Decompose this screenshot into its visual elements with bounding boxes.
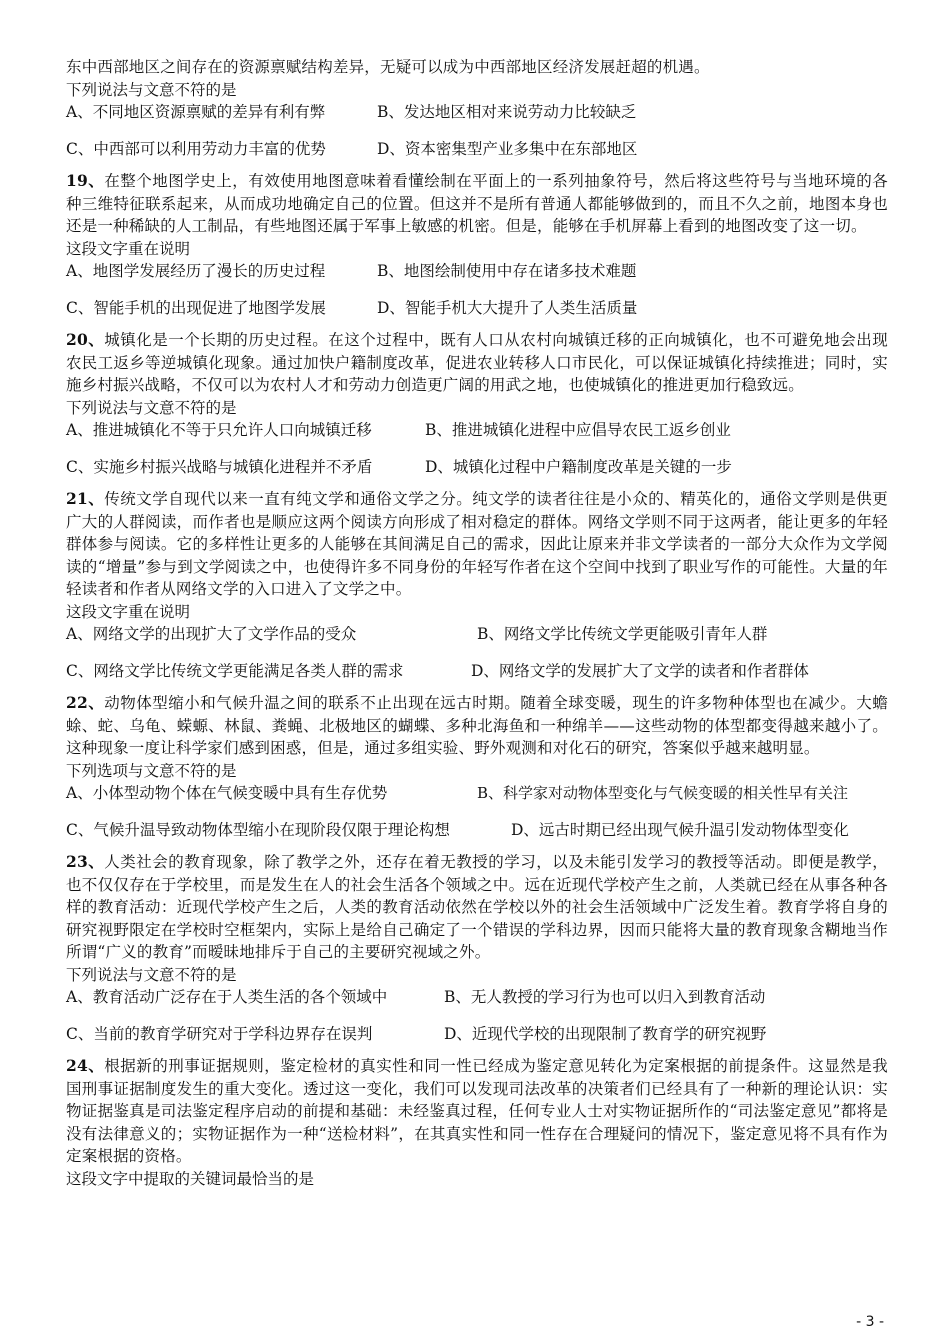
passage-body: 人类社会的教育现象，除了教学之外，还存在着无教授的学习，以及未能引发学习的教授等活动。即便是教学，也不仅仅存在于学校里，而是发生在人的社会生活各个领域之中。远在近现代学校产生之前，人类就已经在从事各种各样的教育活动：近现代学校产生之后，人类的教育活动依然在学校以外的社会生活领域中广泛发生着。教育学将自身的研究视野限定在学校时空框架内，实际上是给自己确定了一个错误的学科边界，因而只能将大量的教育现象含糊地当作所谓“广义的教育”而暧昧地排斥于自己的主要研究视域之外。 xyxy=(66,853,888,961)
option-d: D、智能手机大大提升了人类生活质量 xyxy=(377,298,638,317)
question-prompt: 下列说法与文意不符的是 xyxy=(66,398,237,417)
option-d: D、资本密集型产业多集中在东部地区 xyxy=(377,139,638,158)
passage-text: 东中西部地区之间存在的资源禀赋结构差异，无疑可以成为中西部地区经济发展赶超的机遇。 xyxy=(66,58,710,76)
question-prompt: 这段文字重在说明 xyxy=(66,239,191,258)
options-row xyxy=(66,456,888,479)
passage-text xyxy=(66,329,888,397)
question-number: 22、 xyxy=(66,693,105,712)
option-c: C、实施乡村振兴战略与城镇化进程并不矛盾 xyxy=(66,457,373,476)
options-row xyxy=(66,819,888,842)
question-prompt: 下列说法与文意不符的是 xyxy=(66,965,237,984)
question-22 xyxy=(66,692,888,841)
option-b: B、发达地区相对来说劳动力比较缺乏 xyxy=(377,103,637,121)
question-prompt: 这段文字中提取的关键词最恰当的是 xyxy=(66,1169,315,1188)
question-23 xyxy=(66,851,888,1045)
question-number: 23、 xyxy=(66,852,105,871)
options-row xyxy=(66,1023,888,1046)
question-24 xyxy=(66,1055,888,1190)
option-d: D、城镇化过程中户籍制度改革是关键的一步 xyxy=(425,457,732,476)
question-19 xyxy=(66,170,888,319)
passage-body: 城镇化是一个长期的历史过程。在这个过程中，既有人口从农村向城镇迁移的正向城镇化，也不可避免地会出现农民工返乡等逆城镇化现象。通过加快户籍制度改革，促进农业转移人口市民化，可以保证城镇化持续推进；同时，实施乡村振兴战略，不仅可以为农村人才和劳动力创造更广阔的用武之地，也使城镇化的推进更加行稳致远。 xyxy=(66,331,888,394)
question-number: 20、 xyxy=(66,330,105,349)
options-row xyxy=(66,297,888,320)
question-number: 19、 xyxy=(66,171,105,190)
passage-body: 根据新的刑事证据规则，鉴定检材的真实性和同一性已经成为鉴定意见转化为定案根据的前提条件。这显然是我国刑事证据制度发生的重大变化。透过这一变化，我们可以发现司法改革的决策者们已经具有了一种新的理论认识：实物证据鉴真是司法鉴定程序启动的前提和基础：未经鉴真过程，任何专业人士对实物证据所作的“司法鉴定意见”都将是没有法律意义的；实物证据作为一种“送检材料”，在其真实性和同一性存在合理疑问的情况下，鉴定意见将不具有作为定案根据的资格。 xyxy=(66,1057,888,1165)
option-b: B、网络文学比传统文学更能吸引青年人群 xyxy=(477,625,768,643)
options-row xyxy=(66,101,888,124)
options-row xyxy=(66,986,888,1009)
option-a: A、不同地区资源禀赋的差异有利有弊 xyxy=(66,103,326,121)
question-prompt: 下列选项与文意不符的是 xyxy=(66,761,237,780)
option-c: C、智能手机的出现促进了地图学发展 xyxy=(66,298,326,317)
option-b: B、推进城镇化进程中应倡导农民工返乡创业 xyxy=(425,421,731,439)
option-c: C、中西部可以利用劳动力丰富的优势 xyxy=(66,139,326,158)
question-21 xyxy=(66,488,888,682)
option-a: A、教育活动广泛存在于人类生活的各个领域中 xyxy=(66,988,388,1006)
passage-text xyxy=(66,692,888,760)
passage-text xyxy=(66,851,888,964)
option-b: B、地图绘制使用中存在诸多技术难题 xyxy=(377,262,637,280)
question-prompt: 这段文字重在说明 xyxy=(66,602,191,621)
lead-block xyxy=(66,56,888,160)
option-c: C、网络文学比传统文学更能满足各类人群的需求 xyxy=(66,661,404,680)
options-row xyxy=(66,782,888,805)
passage-body: 动物体型缩小和气候升温之间的联系不止出现在远古时期。随着全球变暖，现生的许多物种体型也在减少。大蟾蜍、蛇、乌龟、蝾螈、林鼠、粪蝇、北极地区的蝴蝶、多种北海鱼和一种绵羊——这些动物的体型都变得越来越小了。这种现象一度让科学家们感到困惑，但是，通过多组实验、野外观测和对化石的研究，答案似乎越来越明显。 xyxy=(66,694,888,757)
passage-text xyxy=(66,488,888,601)
option-a: A、小体型动物个体在气候变暖中具有生存优势 xyxy=(66,784,388,802)
passage-body: 传统文学自现代以来一直有纯文学和通俗文学之分。纯文学的读者往往是小众的、精英化的，通俗文学则是供更广大的人群阅读，而作者也是顺应这两个阅读方向形成了相对稳定的群体。网络文学则不同于这两者，能让更多的年轻群体参与阅读。它的多样性让更多的人能够在其间满足自己的需求，因此让原来并非文学读者的一部分大众作为文学阅读的“增量”参与到文学阅读之中，也使得许多不同身份的年轻写作者在这个空间中找到了职业写作的可能性。大量的年轻读者和作者从网络文学的入口进入了文学之中。 xyxy=(66,490,888,598)
option-b: B、无人教授的学习行为也可以归入到教育活动 xyxy=(444,988,766,1006)
option-d: D、网络文学的发展扩大了文学的读者和作者群体 xyxy=(471,661,809,680)
option-d: D、近现代学校的出现限制了教育学的研究视野 xyxy=(444,1024,767,1043)
passage-text xyxy=(66,1055,888,1168)
option-c: C、当前的教育学研究对于学科边界存在误判 xyxy=(66,1024,373,1043)
options-row xyxy=(66,260,888,283)
question-number: 24、 xyxy=(66,1056,105,1075)
option-c: C、气候升温导致动物体型缩小在现阶段仅限于理论构想 xyxy=(66,820,450,839)
question-prompt: 下列说法与文意不符的是 xyxy=(66,80,237,99)
document-page xyxy=(66,56,888,1190)
page-number: - 3 - xyxy=(856,1314,884,1330)
question-20 xyxy=(66,329,888,478)
options-row xyxy=(66,660,888,683)
passage-text xyxy=(66,170,888,238)
options-row xyxy=(66,419,888,442)
options-row xyxy=(66,138,888,161)
option-a: A、推进城镇化不等于只允许人口向城镇迁移 xyxy=(66,421,372,439)
option-a: A、网络文学的出现扩大了文学作品的受众 xyxy=(66,625,357,643)
option-b: B、科学家对动物体型变化与气候变暖的相关性早有关注 xyxy=(477,784,849,802)
option-a: A、地图学发展经历了漫长的历史过程 xyxy=(66,262,326,280)
options-row xyxy=(66,623,888,646)
passage-body: 在整个地图学史上，有效使用地图意味着看懂绘制在平面上的一系列抽象符号，然后将这些符号与当地环境的各种三维特征联系起来，从而成功地确定自己的位置。但这并不是所有普通人都能够做到的，而且不久之前，地图本身也还是一种稀缺的人工制品，有些地图还属于军事上敏感的机密。但是，能够在手机屏幕上看到的地图改变了这一切。 xyxy=(66,172,888,235)
option-d: D、远古时期已经出现气候升温引发动物体型变化 xyxy=(511,820,849,839)
question-number: 21、 xyxy=(66,489,105,508)
